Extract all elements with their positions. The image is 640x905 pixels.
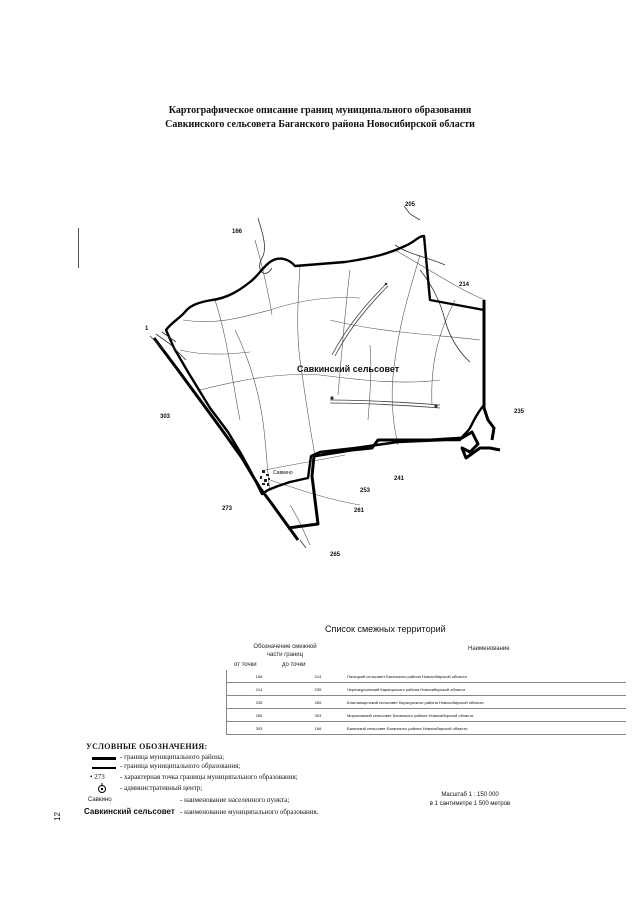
point-label-241: 241 [394,476,405,482]
settlement-marker [434,404,437,407]
point-label-166: 166 [232,229,243,235]
cell-from: 214 [227,683,292,696]
cell-from: 265 [227,709,292,722]
village-block [266,474,269,476]
road [180,350,250,354]
village-block [267,483,269,486]
road [368,345,371,420]
legend-municipality-text: - наименование муниципального образования. [180,808,319,816]
legend-point-text: - характерная точка границы муниципального образования; [120,773,298,781]
point-label-205: 205 [405,202,416,208]
map-title-line-1: Картографическое описание границ муниципального образования [168,105,472,116]
cell-to: 166 [291,722,345,735]
scale-ratio: Масштаб 1 : 150 000 [441,792,499,798]
legend-municipal-line-icon [92,767,116,769]
village-savkino [260,470,270,486]
legend-point-number: 273 [94,773,105,781]
legend-point-dot-icon: • [90,773,93,781]
legend-settlement-text: - наименование населенного пункта; [180,796,290,804]
map-label-village: Савкино [273,470,293,476]
point-label-214: 214 [459,282,470,288]
legend-settlement-sample: Савкино [88,797,112,803]
cell-from: 303 [227,722,292,735]
scale-description: в 1 сантиметре 1 500 метров [429,801,511,807]
table-row [227,722,627,735]
legend-district-text: - граница муниципального района; [120,753,225,761]
cell-to: 265 [291,696,345,709]
legend-municipal-text: - граница муниципального образования; [120,762,241,770]
adjacent-table [226,670,626,735]
point-label-235: 235 [514,409,525,415]
settlement-marker [385,283,388,286]
cell-name: Чернокурьинский Карасукского района Новосибирской области [345,683,626,696]
table-row [227,709,627,722]
point-label-273: 273 [222,506,233,512]
thin-boundary [300,540,306,548]
point-label-253: 253 [360,488,371,494]
rivers [258,218,470,362]
header-designation [240,643,330,659]
table-row [227,670,627,683]
cell-name: Мироновский сельсовет Баганского района Новосибирской области [345,709,626,722]
point-label-303: 303 [160,414,171,420]
cell-to: 235 [291,683,345,696]
header-to: до точки [282,662,306,668]
cell-name: Баганский сельсовет Баганского района Новосибирской области [345,722,626,735]
road [265,455,345,470]
settlement-marker [330,396,333,399]
header-designation-line-2: части границ [266,652,304,658]
legend-municipality-sample: Савкинский сельсовет [84,807,175,816]
road [235,330,270,490]
adjacent-list-title: Список смежных территорий [325,624,446,634]
road [395,250,485,300]
cell-from: 166 [227,670,292,683]
legend-district-line-icon [92,757,116,760]
thin-boundary [162,332,176,342]
point-label-1: 1 [145,326,149,332]
admin-center-icon [96,782,108,794]
table-row [227,683,627,696]
header-designation-line-1: Обозначение смежной [253,644,317,650]
thin-boundary [404,206,420,220]
village-block [268,478,270,480]
cell-to: 214 [291,670,345,683]
page-number: 12 [52,812,62,821]
district-boundary-east [484,300,494,440]
legend-title: УСЛОВНЫЕ ОБОЗНАЧЕНИЯ: [86,742,208,751]
highway-line [335,286,388,356]
road [255,240,272,315]
legend-center-text: - административный центр; [120,784,203,792]
road [200,374,440,390]
road [432,300,455,405]
legend-point-sample [90,773,105,781]
cell-name: Благовещенский сельсовет Карасукского района Новосибирской области [345,696,626,709]
road [338,270,350,395]
header-name: Наименование [468,646,510,652]
table-row [227,696,627,709]
map-label-municipality: Савкинский сельсовет [297,364,400,374]
map-title-line-2: Савкинского сельсовета Баганского района Новосибирской области [165,119,475,130]
cell-from: 235 [227,696,292,709]
point-label-261: 261 [354,508,365,514]
road [298,265,315,455]
village-block [262,483,265,485]
village-block [264,479,267,482]
point-label-265: 265 [330,552,341,558]
village-block [262,470,265,473]
road [392,255,420,445]
cell-to: 303 [291,709,345,722]
header-from: от точки [234,662,257,668]
cell-name: Палецкий сельсовет Баганского района Новосибирской области [345,670,626,683]
roads [180,240,485,545]
village-block [260,476,262,479]
district-boundary [154,300,500,540]
